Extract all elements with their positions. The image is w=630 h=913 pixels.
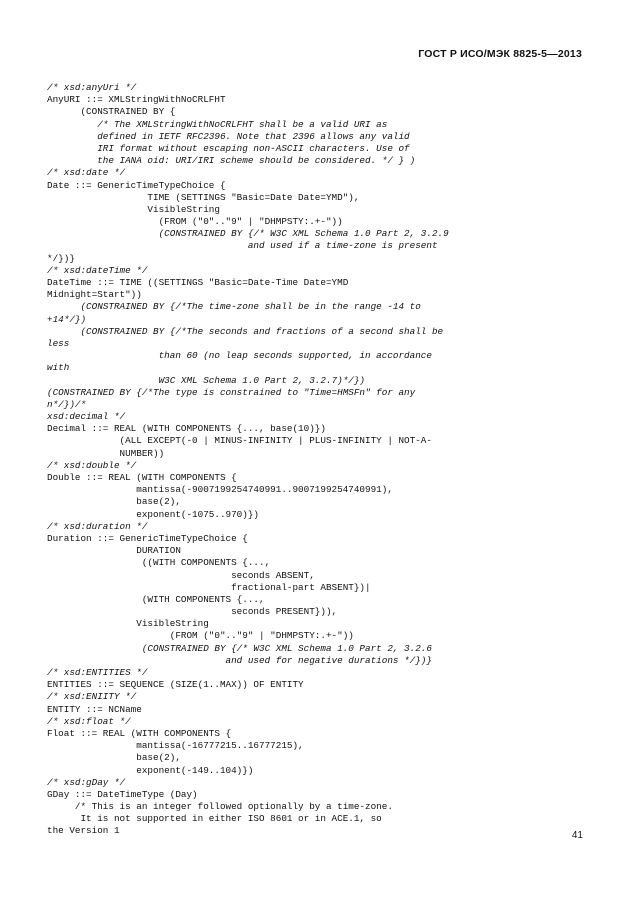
code-line: (FROM ("0".."9" | "DHMPSTY:.+-")) bbox=[47, 216, 343, 228]
code-line: (ALL EXCEPT(-0 | MINUS-INFINITY | PLUS-INFINITY | NOT-A- bbox=[47, 435, 432, 447]
code-line: n*/})/* bbox=[47, 398, 87, 410]
code-line: VisibleString bbox=[47, 203, 220, 215]
code-line: Date ::= GenericTimeTypeChoice { bbox=[47, 179, 226, 191]
code-line: (CONSTRAINED BY {/*The seconds and fractions of a second shall be bbox=[47, 325, 444, 337]
code-line: /* xsd:duration */ bbox=[47, 520, 148, 532]
code-line: +14*/}) bbox=[47, 313, 87, 325]
code-line: Double ::= REAL (WITH COMPONENTS { bbox=[47, 472, 237, 483]
code-line: It is not supported in either ISO 8601 or in ACE.1, so bbox=[47, 813, 382, 825]
code-line: xsd:decimal */ bbox=[47, 411, 126, 423]
code-line: (CONSTRAINED BY { bbox=[47, 106, 176, 118]
code-line: VisibleString bbox=[47, 618, 209, 630]
code-line: /* xsd:ENIITY */ bbox=[47, 691, 137, 703]
code-line: (FROM ("0".."9" | "DHMPSTY:.+-")) bbox=[47, 630, 354, 642]
code-line: Midnight=Start")) bbox=[47, 289, 142, 301]
code-line: seconds ABSENT, bbox=[47, 569, 315, 581]
code-line: AnyURI ::= XMLStringWithNoCRLFHT bbox=[47, 94, 226, 106]
code-line: Float ::= REAL (WITH COMPONENTS { bbox=[47, 727, 232, 739]
code-line: exponent(-149..104)}) bbox=[47, 764, 254, 776]
code-line: */})} bbox=[47, 252, 75, 264]
code-line: the Version 1 bbox=[47, 825, 120, 837]
code-line: the IANA oid: URI/IRI scheme should be considered. */ } ) bbox=[47, 155, 416, 167]
code-line: GDay ::= DateTimeType (Day) bbox=[47, 788, 198, 800]
code-line: (CONSTRAINED BY {/* W3C XML Schema 1.0 Part 2, 3.2.6 bbox=[47, 642, 432, 654]
code-line: /* xsd:float */ bbox=[47, 715, 131, 727]
code-line: (CONSTRAINED BY {/* W3C XML Schema 1.0 Part 2, 3.2.9 bbox=[47, 228, 449, 240]
code-line: NUMBER)) bbox=[47, 447, 165, 459]
code-line: and used for negative durations */})} bbox=[47, 654, 432, 666]
page-number: 41 bbox=[571, 830, 583, 841]
code-line: than 60 (no leap seconds supported, in accordance bbox=[47, 350, 432, 362]
code-line: base(2), bbox=[47, 752, 181, 764]
code-line: /* xsd:date */ bbox=[47, 167, 126, 179]
code-line: DateTime ::= TIME ((SETTINGS "Basic=Date-Time Date=YMD bbox=[47, 277, 349, 288]
code-line: /* xsd:double */ bbox=[47, 459, 137, 471]
code-line: W3C XML Schema 1.0 Part 2, 3.2.7)*/}) bbox=[47, 374, 366, 386]
code-line: fractional-part ABSENT})| bbox=[47, 581, 371, 593]
code-line: TIME (SETTINGS "Basic=Date Date=YMD"), bbox=[47, 191, 360, 203]
code-line: ((WITH COMPONENTS {..., bbox=[47, 557, 271, 569]
code-line: DURATION bbox=[47, 545, 181, 557]
code-line: ENTITIES ::= SEQUENCE (SIZE(1..MAX)) OF ENTITY bbox=[47, 679, 304, 691]
code-line: /* The XMLStringWithNoCRLFHT shall be a valid URI as bbox=[47, 118, 388, 130]
code-line: /* xsd:anyUri */ bbox=[47, 82, 137, 93]
code-line: /* xsd:ENTITIES */ bbox=[47, 667, 148, 678]
asn1-code-listing bbox=[47, 82, 592, 838]
code-line: seconds PRESENT})), bbox=[47, 606, 338, 618]
code-line: /* This is an integer followed optionally by a time-zone. bbox=[47, 801, 393, 813]
code-line: mantissa(-16777215..16777215), bbox=[47, 740, 304, 752]
code-line: Decimal ::= REAL (WITH COMPONENTS {..., base(10)}) bbox=[47, 423, 326, 435]
code-line: and used if a time-zone is present bbox=[47, 240, 438, 252]
code-line: mantissa(-9007199254740991..9007199254740991), bbox=[47, 484, 393, 496]
code-line: exponent(-1075..970)}) bbox=[47, 508, 260, 520]
code-line: (CONSTRAINED BY {/*The time-zone shall be in the range -14 to bbox=[47, 301, 421, 313]
code-line: IRI format without escaping non-ASCII characters. Use of bbox=[47, 142, 410, 154]
code-line: /* xsd:dateTime */ bbox=[47, 264, 148, 276]
code-line: (WITH COMPONENTS {..., bbox=[47, 593, 265, 605]
code-line: Duration ::= GenericTimeTypeChoice { bbox=[47, 532, 248, 544]
code-line: base(2), bbox=[47, 496, 181, 508]
code-line: less bbox=[47, 337, 70, 349]
document-header: ГОСТ Р ИСО/МЭК 8825-5—2013 bbox=[418, 48, 582, 60]
code-line: with bbox=[47, 362, 70, 374]
code-line: (CONSTRAINED BY {/*The type is constrained to "Time=HMSFn" for any bbox=[47, 386, 416, 398]
code-line: ENTITY ::= NCName bbox=[47, 703, 142, 715]
code-line: /* xsd:gDay */ bbox=[47, 776, 126, 788]
code-line: defined in IETF RFC2396. Note that 2396 allows any valid bbox=[47, 130, 410, 142]
